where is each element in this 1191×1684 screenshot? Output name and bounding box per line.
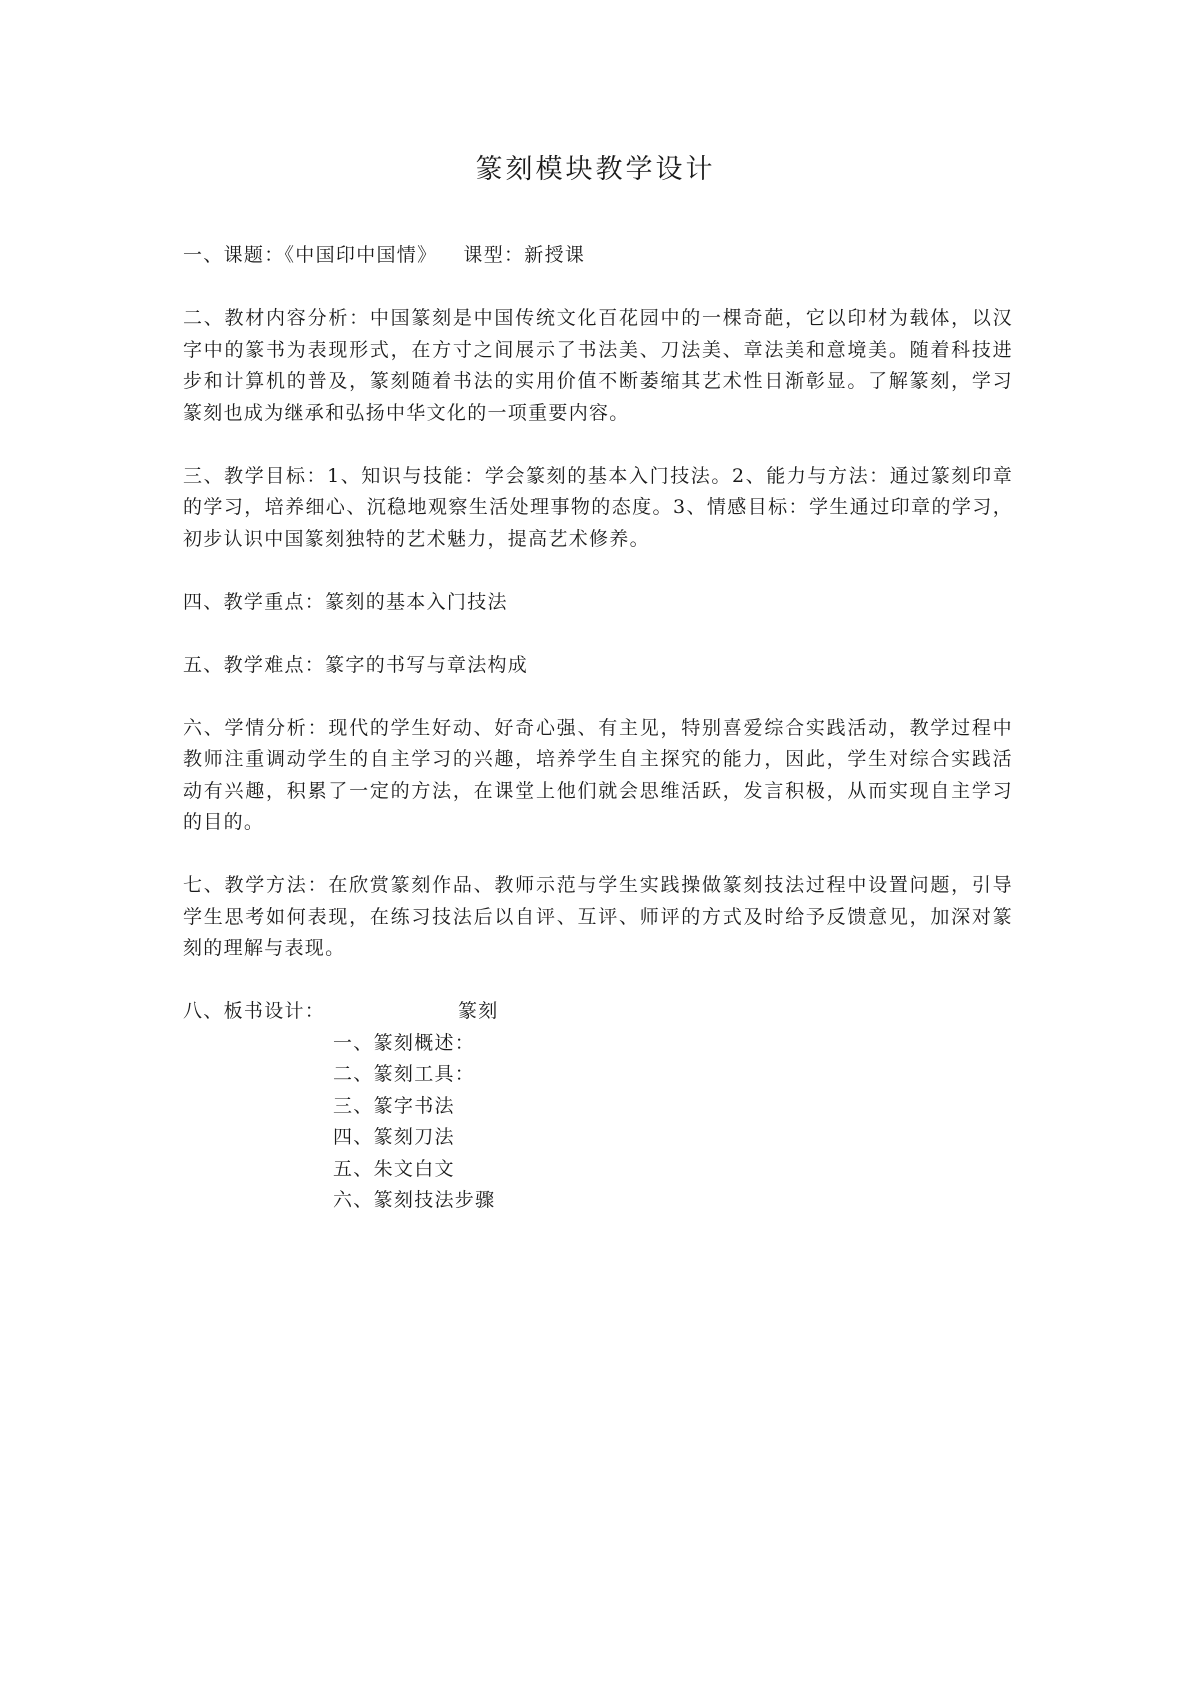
board-item: 六、篆刻技法步骤 — [333, 1189, 496, 1211]
material-analysis-paragraph: 二、教材内容分析：中国篆刻是中国传统文化百花园中的一棵奇葩，它以印材为载体，以汉字中的篆书为表现形式，在方寸之间展示了书法美、刀法美、章法美和意境美。随着科技进步和计算机的普及，篆刻随着书法的实用价值不断萎缩其艺术性日渐彰显。了解篆刻，学习篆刻也成为继承和弘扬中华文化的一项重要内容。 — [183, 307, 1013, 424]
board-design-label: 八、板书设计： — [183, 1000, 326, 1022]
lesson-type: 课型：新授课 — [463, 244, 586, 266]
topic-line — [183, 240, 1013, 272]
difficulties-paragraph: 五、教学难点：篆字的书写与章法构成 — [183, 653, 529, 676]
document-title: 篆刻模块教学设计 — [475, 154, 716, 185]
board-design-heading: 篆刻 — [458, 1000, 499, 1022]
board-design-list — [183, 1028, 1013, 1217]
board-item: 一、篆刻概述： — [333, 1031, 476, 1054]
board-item: 四、篆刻刀法 — [333, 1126, 455, 1148]
board-design-header — [183, 996, 1013, 1028]
objectives-paragraph: 三、教学目标：1、知识与技能：学会篆刻的基本入门技法。2、能力与方法：通过篆刻印章的学习，培养细心、沉稳地观察生活处理事物的态度。3、情感目标：学生通过印章的学习，初步认识中国篆刻独特的艺术魅力，提高艺术修养。 — [183, 464, 1013, 550]
methods-paragraph: 七、教学方法：在欣赏篆刻作品、教师示范与学生实践操做篆刻技法过程中设置问题，引导学生思考如何表现，在练习技法后以自评、互评、师评的方式及时给予反馈意见，加深对篆刻的理解与表现。 — [183, 874, 1013, 959]
board-item: 五、朱文白文 — [333, 1157, 455, 1180]
key-points-paragraph: 四、教学重点：篆刻的基本入门技法 — [183, 590, 508, 613]
board-item: 二、篆刻工具： — [333, 1063, 476, 1085]
board-item: 三、篆字书法 — [333, 1094, 455, 1117]
topic-label: 一、课题：《中国印中国情》 — [183, 244, 438, 266]
student-analysis-paragraph: 六、学情分析：现代的学生好动、好奇心强、有主见，特别喜爱综合实践活动，教学过程中教师注重调动学生的自主学习的兴趣，培养学生自主探究的能力，因此，学生对综合实践活动有兴趣，积累了一定的方法，在课堂上他们就会思维活跃，发言积极，从而实现自主学习的目的。 — [183, 716, 1013, 833]
document-body — [183, 240, 1013, 1217]
